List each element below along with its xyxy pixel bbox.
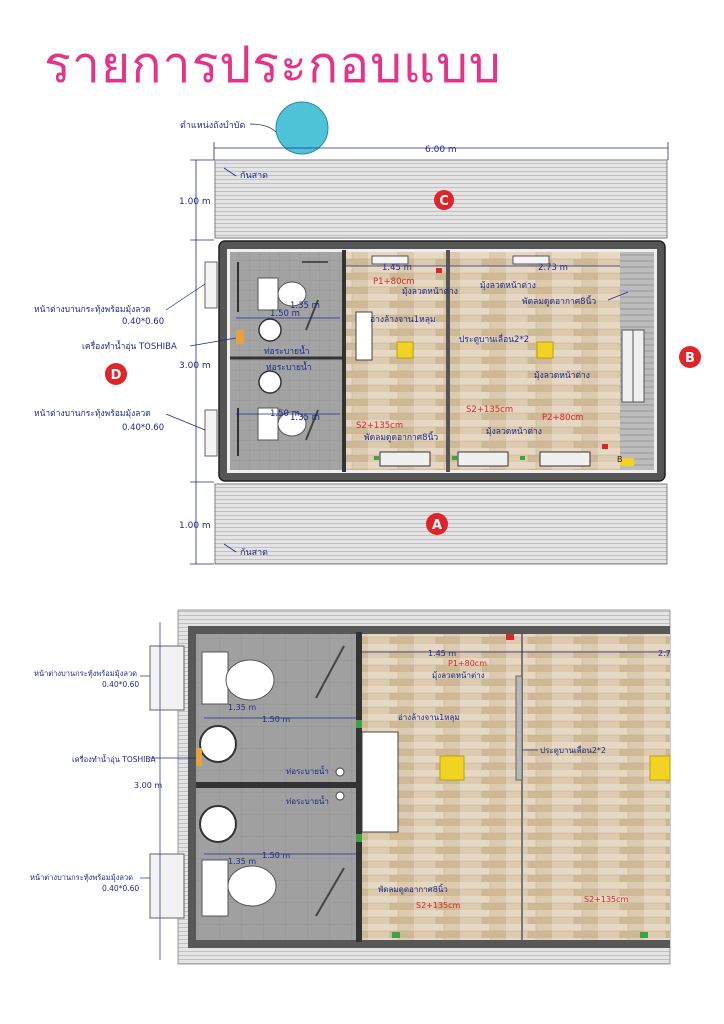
basin-top (259, 319, 281, 341)
zoom-window-top (150, 646, 184, 710)
zoom-switch (356, 720, 362, 728)
window-bottom-1 (380, 452, 430, 466)
left-window-top-size: 0.40*0.60 (122, 317, 165, 327)
zoom-left-heater: เครื่องทำน้ำอุ่น TOSHIBA (72, 755, 156, 764)
marker-d (105, 363, 127, 385)
label-sliding-door: ประตูบานเลื่อน2*2 (459, 335, 530, 345)
marker-d-letter: D (110, 368, 122, 383)
switch-icon (452, 456, 457, 460)
zoom-label-s2-left: S2+135cm (416, 901, 461, 910)
wall-bath-room1 (342, 250, 346, 472)
outlet-p2 (602, 444, 608, 449)
zoom-bath-depth-bottom: 1.35 m (228, 857, 257, 866)
zoom-toilet-top-tank (202, 652, 228, 704)
zoom-left-window-top-size: 0.40*0.60 (102, 680, 140, 689)
marker-c (434, 190, 454, 210)
marker-b (679, 346, 701, 368)
tank-leader (250, 124, 276, 132)
zoom-room1-width: 1.45 m (428, 649, 457, 658)
label-fan-b: พัดลมดูดอากาศ8นิ้ว (364, 433, 439, 443)
outlet-p1 (436, 268, 442, 273)
label-screen-4: มุ้งลวดหน้าต่าง (486, 427, 542, 437)
left-window-bottom: หน้าต่างบานกระทุ้งพร้อมมุ้งลวด (34, 409, 151, 419)
zoom-window-bottom (150, 854, 184, 918)
zoom-label-screen: มุ้งลวดหน้าต่าง (432, 671, 485, 680)
label-screen-2: มุ้งลวดหน้าต่าง (480, 281, 536, 291)
zoom-bath-width-bottom: 1.50 m (262, 851, 291, 860)
zoom-label-fan: พัดลมดูดอากาศ8นิ้ว (378, 885, 448, 894)
marker-a-letter: A (431, 518, 443, 533)
label-screen-1: มุ้งลวดหน้าต่าง (402, 287, 458, 297)
width-dim-label: 6.00 m (425, 145, 457, 155)
window-bottom-2 (458, 452, 508, 466)
marker-a (426, 513, 448, 535)
left-heater: เครื่องทำน้ำอุ่น TOSHIBA (82, 342, 177, 352)
zoom-switch (392, 932, 400, 938)
zoom-wall (356, 632, 362, 942)
canopy-bottom-label: กันสาด (240, 548, 268, 558)
label-screen-3: มุ้งลวดหน้าต่าง (534, 371, 590, 381)
bath-depth-top: 1.35 m (290, 301, 320, 311)
label-sink: อ่างล้างจาน1หลุม (370, 315, 436, 325)
top-plan (34, 102, 701, 564)
canopy-depth-bottom: 1.00 m (179, 521, 211, 531)
zoom-light-1 (440, 756, 464, 780)
label-p2: P2+80cm (542, 413, 584, 423)
leader (166, 414, 205, 430)
left-window-top: หน้าต่างบานกระทุ้งพร้อมมุ้งลวด (34, 305, 151, 315)
zoom-bath-partition (196, 782, 356, 788)
zoom-left-window-bottom: หน้าต่างบานกระทุ้งพร้อมมุ้งลวด (30, 873, 134, 882)
zoom-label-p1: P1+80cm (448, 659, 487, 668)
bath-depth-bottom: 1.35 m (290, 413, 320, 423)
page-title: รายการประกอบแบบ (44, 36, 502, 94)
room2-width: 2.73 m (538, 263, 568, 273)
window-bottom-3 (540, 452, 590, 466)
zoom-room2-width: 2.7 (658, 649, 671, 658)
zoom-label-sliding-door: ประตูบานเลื่อน2*2 (540, 746, 606, 755)
canopy-top-label: กันสาด (240, 171, 268, 181)
zoom-room-depth: 3.00 m (134, 781, 163, 790)
zoom-toilet-top-bowl (226, 660, 274, 700)
label-s2-mid: S2+135cm (466, 405, 514, 415)
marker-b-letter: B (685, 351, 695, 366)
label-s2-left: S2+135cm (356, 421, 404, 431)
window-top-left (205, 262, 217, 308)
zoom-switch (640, 932, 648, 938)
bath-width-bottom: 1.50 m (270, 409, 300, 419)
label-fan: พัดลมดูดอากาศ8นิ้ว (522, 297, 597, 307)
label-drain-1: ท่อระบายน้ำ (264, 347, 310, 357)
ceiling-light-1 (397, 342, 413, 358)
wall-room1-room2 (446, 250, 450, 472)
label-p1: P1+80cm (373, 277, 415, 287)
zoom-basin-top (200, 726, 236, 762)
switch-icon (374, 456, 379, 460)
marker-c-letter: C (439, 194, 449, 209)
zoom-label-drain-1: ท่อระบายน้ำ (286, 767, 329, 776)
leader (166, 284, 205, 310)
zoom-drain-2 (336, 792, 344, 800)
zoom-left-window-top: หน้าต่างบานกระทุ้งพร้อมมุ้งลวด (34, 669, 138, 678)
zoom-toilet-bottom-tank (202, 860, 228, 916)
bath-width-top: 1.50 m (270, 309, 300, 319)
bottom-plan (30, 610, 671, 964)
zoom-basin-bottom (200, 806, 236, 842)
water-heater-icon (236, 330, 244, 344)
room-depth-label: 3.00 m (179, 361, 211, 371)
switch-icon (520, 456, 525, 460)
zoom-switch (356, 834, 362, 842)
window-bottom-left (205, 410, 217, 456)
zoom-label-s2-right: S2+135cm (584, 895, 629, 904)
septic-tank-icon (276, 102, 328, 154)
zoom-bath-width-top: 1.50 m (262, 715, 291, 724)
left-window-bottom-size: 0.40*0.60 (122, 423, 165, 433)
zoom-left-window-bottom-size: 0.40*0.60 (102, 884, 140, 893)
room1-width: 1.45 m (382, 263, 412, 273)
basin-bottom (259, 371, 281, 393)
zoom-sink (362, 732, 398, 832)
label-drain-2: ท่อระบายน้ำ (266, 363, 312, 373)
tank-label: ตำแหน่งถังบำบัด (180, 121, 246, 131)
zoom-heater-icon (196, 748, 202, 766)
zoom-sliding-door (516, 676, 522, 780)
ceiling-light-2 (537, 342, 553, 358)
zoom-label-sink: อ่างล้างจาน1หลุม (398, 713, 460, 722)
label-b-small: B (617, 455, 623, 464)
toilet-top (258, 278, 278, 310)
zoom-outlet-p1 (506, 634, 514, 640)
zoom-bath-depth-top: 1.35 m (228, 703, 257, 712)
zoom-label-drain-2: ท่อระบายน้ำ (286, 797, 329, 806)
zoom-toilet-bottom-bowl (228, 866, 276, 906)
zoom-drain-1 (336, 768, 344, 776)
zoom-light-2 (650, 756, 670, 780)
canopy-depth-top: 1.00 m (179, 197, 211, 207)
